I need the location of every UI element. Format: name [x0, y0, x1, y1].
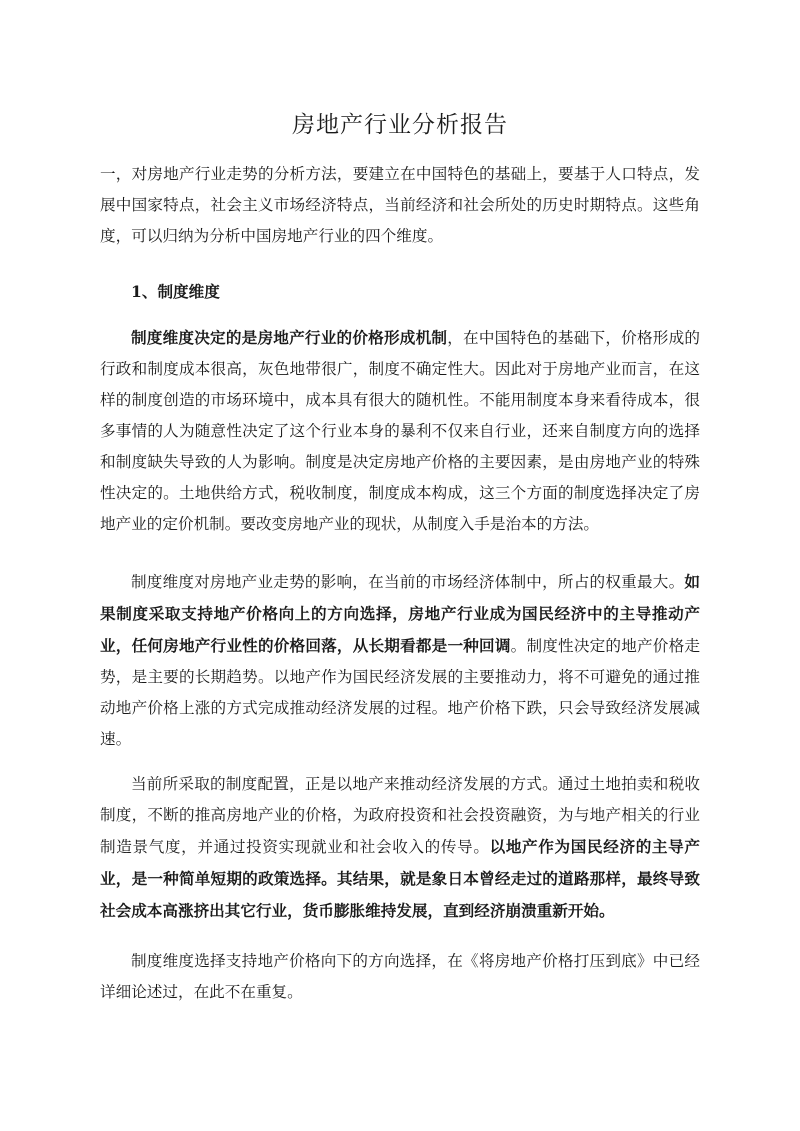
- paragraph-downward-choice: 制度维度选择支持地产价格向下的方向选择，在《将房地产价格打压到底》中已经详细论述过，在此不在重复。: [100, 952, 700, 1001]
- paragraph-lead-text: 制度维度对房地产业走势的影响，在当前的市场经济体制中，所占的权重最大。: [131, 573, 685, 591]
- paragraph-bold-text: 如果制度采取支持地产价格向上的方向选择，房地产行业成为国民经济中的主导推动产业，任何房地产行业性的价格回落，从长期看都是一种回调: [100, 572, 700, 655]
- paragraph-lead-text: 当前所采取的制度配置，正是以地产来推动经济发展的方式。通过土地拍卖和税收制度，不断的推高房地产业的价格，为政府投资和社会投资融资，为与地产相关的行业制造景气度，并通过投资实现就业和社会收入的传导。: [100, 775, 700, 856]
- paragraph-current-configuration: [100, 769, 700, 927]
- paragraph-institution-weight: [100, 566, 700, 755]
- intro-paragraph: 一，对房地产行业走势的分析方法，要建立在中国特色的基础上，要基于人口特点，发展中国家特点，社会主义市场经济特点，当前经济和社会所处的历史时期特点。这些角度，可以归纳为分析中国房地产行业的四个维度。: [100, 165, 700, 245]
- section-heading: 1、制度维度: [131, 282, 220, 301]
- paragraph-bold-lead: 制度维度决定的是房地产行业的价格形成机制: [131, 328, 448, 347]
- document-title: 房地产行业分析报告: [292, 112, 508, 138]
- paragraph-bold-text: 以地产作为国民经济的主导产业，是一种简单短期的政策选择。其结果，就是象日本曾经走过的道路那样，最终导致社会成本高涨挤出其它行业，货币膨胀维持发展，直到经济崩溃重新开始。: [100, 837, 700, 920]
- paragraph-body-text: 。制度性决定的地产价格走势，是主要的长期趋势。以地产作为国民经济发展的主要推动力，将不可避免的通过推动地产价格上涨的方式完成推动经济发展的过程。地产价格下跌，只会导致经济发展减速。: [100, 637, 700, 748]
- paragraph-body-text: ，在中国特色的基础下，价格形成的行政和制度成本很高，灰色地带很广，制度不确定性大。因此对于房地产业而言，在这样的制度创造的市场环境中，成本具有很大的随机性。不能用制度本身来看待成本，很多事情的人为随意性决定了这个行业本身的暴利不仅来自行业，还来自制度方向的选择和制度缺失导致的人为影响。制度是决定房地产价格的主要因素，是由房地产业的特殊性决定的。土地供给方式，税收制度，制度成本构成，这三个方面的制度选择决定了房地产业的定价机制。要改变房地产业的现状，从制度入手是治本的方法。: [100, 329, 700, 533]
- paragraph-institution-mechanism: [100, 322, 700, 540]
